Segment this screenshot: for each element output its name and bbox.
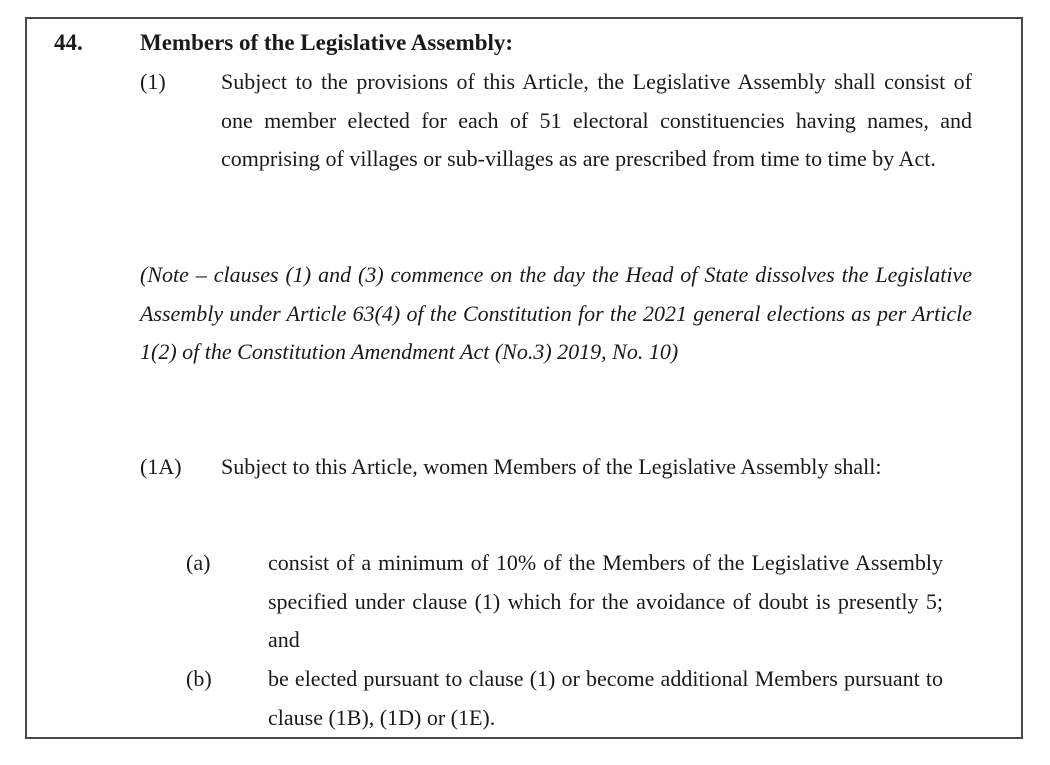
amendment-note: (Note – clauses (1) and (3) commence on the day the Head of State dissolves the Legislative Assembly under Article 63(4) of the Constitution for the 2021 general elections as per Article 1(2) of the Constitution Amendment Act (No.3) 2019, No. 10) — [140, 262, 972, 364]
clause-1-label: (1) — [140, 69, 166, 94]
item-a-text: consist of a minimum of 10% of the Members of the Legislative Assembly specified under clause (1) which for the avoidance of doubt is presently 5; and — [268, 550, 943, 652]
item-a-label: (a) — [186, 550, 211, 575]
article-number: 44. — [54, 30, 83, 55]
clause-1-text: Subject to the provisions of this Article, the Legislative Assembly shall consist of one member elected for each of 51 electoral constituencies having names, and comprising of villages or sub-villages as are prescribed from time to time by Act. — [221, 69, 972, 171]
article-heading: Members of the Legislative Assembly: — [140, 30, 514, 55]
clause-1a-text: Subject to this Article, women Members of the Legislative Assembly shall: — [221, 454, 882, 479]
clause-1a-label: (1A) — [140, 454, 182, 479]
item-b-label: (b) — [186, 666, 212, 691]
item-b-text: be elected pursuant to clause (1) or become additional Members pursuant to clause (1B), (1D) or (1E). — [268, 666, 943, 730]
